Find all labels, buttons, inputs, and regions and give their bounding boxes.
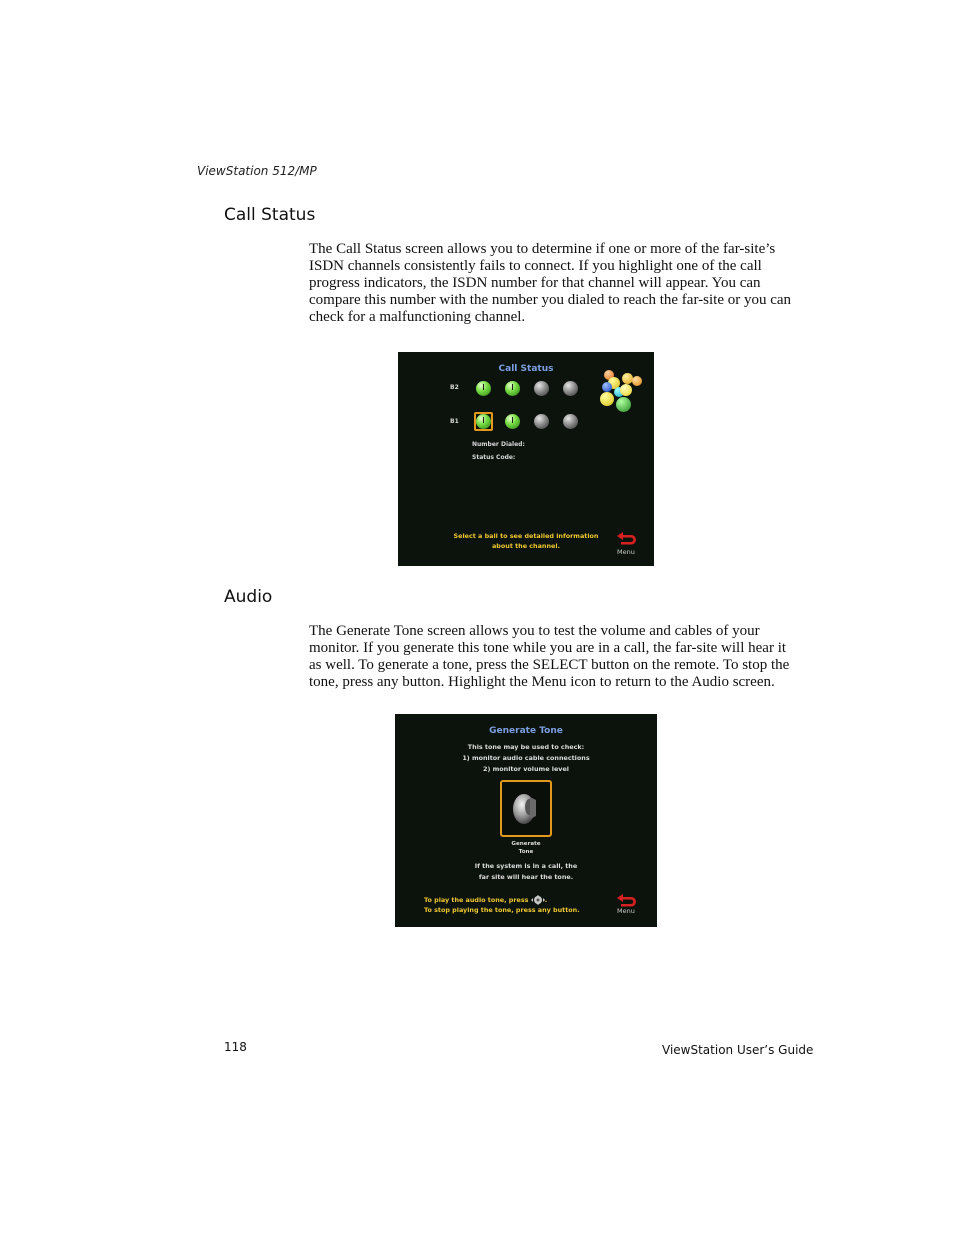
play-tone-hint: To play the audio tone, press . — [424, 896, 548, 904]
generate-tone-menu-label[interactable]: Menu — [617, 907, 635, 915]
call-status-hint-line-2: about the channel. — [492, 542, 560, 550]
channel-b1-ball-4[interactable] — [563, 414, 578, 429]
tone-info-text — [395, 742, 657, 775]
audio-paragraph: The Generate Tone screen allows you to test the volume and cables of your monitor. If you generate this tone while you are in a call, the far-site will hear it as well. To generate a tone, press the SELECT button on the remote. To stop the tone, press any button. Highlight the Menu icon to return to the Audio screen. — [309, 623, 790, 690]
call-status-paragraph: The Call Status screen allows you to determine if one or more of the far-site’s ISDN channels consistently fails to connect. If you highlight one of the call progress indicators, the ISDN number for that channel will appear. You can compare this number with the number you dialed to reach the far-site or you can check for a malfunctioning channel. — [309, 241, 792, 325]
tone-call-note-line-1: If the system is in a call, the — [474, 862, 578, 870]
tone-call-note — [395, 861, 657, 883]
menu-back-arrow-icon[interactable] — [615, 530, 639, 546]
speaker-icon — [502, 782, 550, 835]
stop-tone-hint: To stop playing the tone, press any button. — [424, 906, 580, 914]
running-head: ViewStation 512/MP — [197, 164, 317, 178]
generate-tone-label — [500, 840, 552, 856]
channel-b2-ball-2[interactable] — [505, 381, 520, 396]
channel-b2-ball-4[interactable] — [563, 381, 578, 396]
number-dialed-label: Number Dialed: — [472, 441, 525, 448]
menu-back-arrow-icon[interactable] — [615, 892, 639, 908]
tone-label-line-1: Generate — [511, 841, 541, 847]
call-status-hint-line-1: Select a ball to see detailed information — [453, 532, 599, 540]
call-status-menu-label[interactable]: Menu — [617, 548, 635, 556]
tone-info-line-1: This tone may be used to check: — [467, 743, 585, 751]
section-title-audio: Audio — [224, 587, 273, 607]
page-number: 118 — [224, 1040, 247, 1054]
section-title-call-status: Call Status — [224, 205, 316, 225]
channel-label-b2: B2 — [450, 384, 459, 391]
footer-guide-title: ViewStation User’s Guide — [662, 1043, 814, 1057]
play-tone-hint-text: To play the audio tone, press — [424, 896, 529, 904]
channel-b1-ball-1[interactable] — [476, 414, 491, 429]
channel-b2-ball-3[interactable] — [534, 381, 549, 396]
channel-b1-ball-2[interactable] — [505, 414, 520, 429]
channel-b1-ball-3[interactable] — [534, 414, 549, 429]
logo-ball-cluster-icon — [598, 368, 646, 416]
call-status-hint — [440, 531, 612, 551]
tone-call-note-line-2: far site will hear the tone. — [478, 873, 574, 881]
call-status-screen-title: Call Status — [498, 364, 554, 374]
generate-tone-screen-title: Generate Tone — [489, 726, 563, 736]
channel-label-b1: B1 — [450, 418, 459, 425]
generate-tone-screen — [395, 714, 657, 927]
tone-label-line-2: Tone — [518, 849, 534, 855]
channel-b2-ball-1[interactable] — [476, 381, 491, 396]
tone-info-line-2: 1) monitor audio cable connections — [462, 754, 590, 762]
tone-info-line-3: 2) monitor volume level — [483, 765, 569, 773]
status-code-label: Status Code: — [472, 454, 516, 461]
generate-tone-button[interactable] — [500, 780, 552, 837]
remote-select-button-icon — [531, 895, 545, 905]
